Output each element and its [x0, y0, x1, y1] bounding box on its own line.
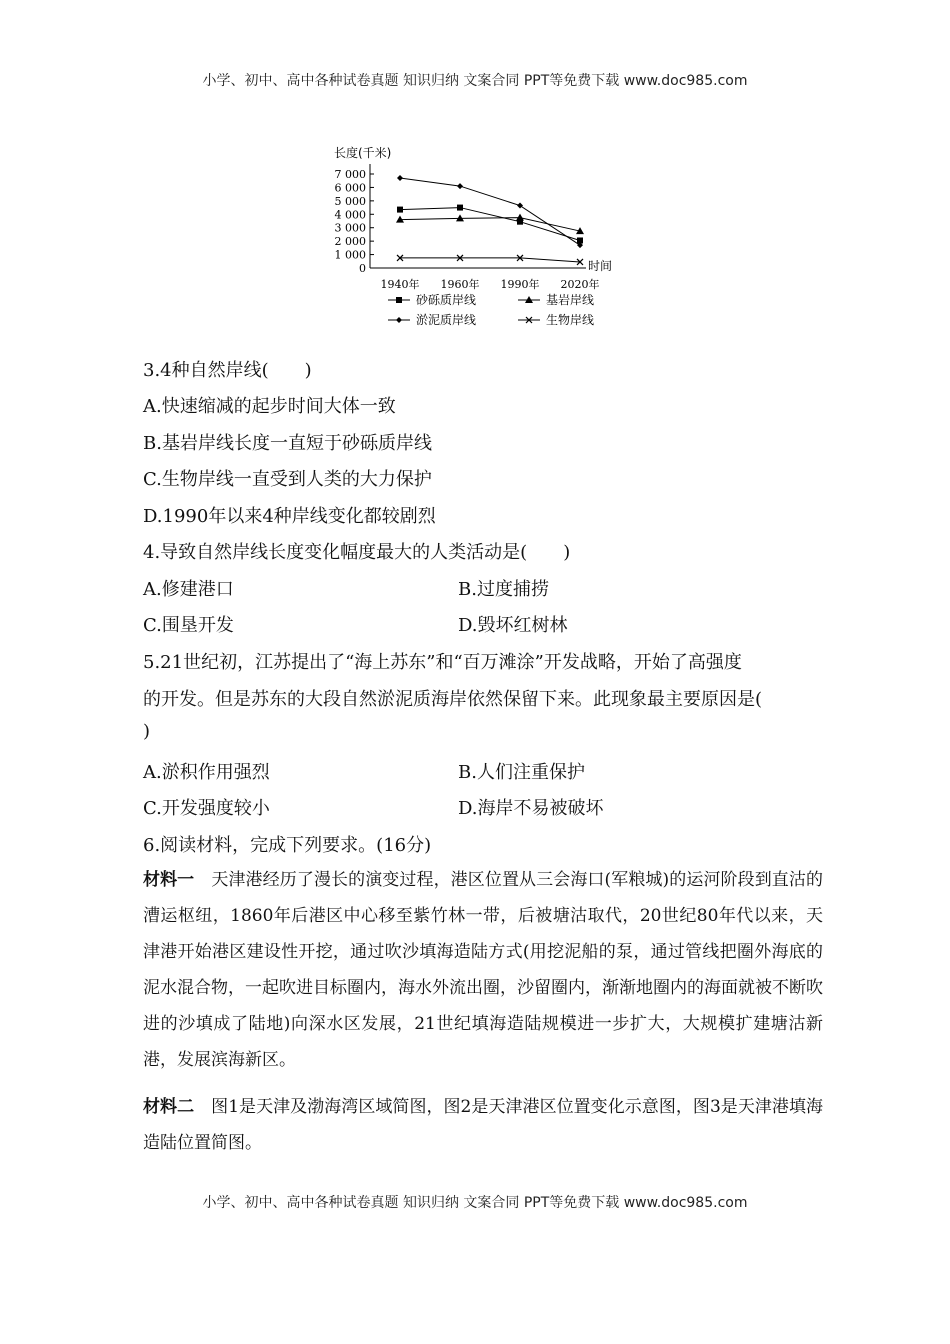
y-axis-ticks — [335, 168, 375, 275]
x-axis-label: 时间 — [588, 259, 613, 273]
material-two-text: 图1是天津及渤海湾区域简图，图2是天津港区位置变化示意图，图3是天津港填海造陆位置简图。 — [143, 1097, 824, 1153]
y-tick-label: 0 — [359, 262, 366, 275]
q5-option-a: A.淤积作用强烈 — [143, 762, 270, 783]
q5-option-b: B.人们注重保护 — [458, 762, 585, 783]
y-tick-label: 1 000 — [334, 248, 366, 262]
q5-option-d: D.海岸不易被破坏 — [458, 798, 604, 819]
x-tick-label: 1960年 — [440, 278, 480, 291]
legend-item-3 — [388, 312, 476, 327]
x-axis-ticks — [381, 277, 600, 291]
series-2 — [396, 214, 584, 234]
legend-item-4 — [518, 312, 594, 327]
material-one-text: 天津港经历了漫长的演变过程，港区位置从三会海口(军粮城)的运河阶段到直沽的漕运枢纽，1860年后港区中心移至紫竹林一带，后被塘沽取代，20世纪80年代以来，天津港开始港区建设性开挖，通过吹沙填海造陆方式(用挖泥船的泵，通过管线把圈外海底的泥水混合物，一起吹进目标圈内，海水外流出圈，沙留圈内，渐渐地圈内的海面就被不断吹进的沙填成了陆地)向深水区发展，21世纪填海造陆规模进一步扩大，大规模扩建塘沽新港，发展滨海新区。 — [143, 870, 823, 1070]
q3-option-a: A.快速缩减的起步时间大体一致 — [143, 396, 396, 417]
q4-option-d: D.毁坏红树林 — [458, 615, 568, 636]
legend-label: 基岩岸线 — [546, 293, 595, 307]
x-tick-label: 1940年 — [380, 278, 420, 291]
data-point-diamond — [397, 175, 403, 181]
chart-series — [396, 175, 584, 265]
coastline-line-chart — [320, 138, 620, 338]
q4-option-b: B.过度捕捞 — [458, 579, 549, 600]
q5-option-c: C.开发强度较小 — [143, 798, 270, 819]
y-tick-label: 7 000 — [334, 168, 366, 181]
q4-stem: 4.导致自然岸线长度变化幅度最大的人类活动是( ) — [143, 542, 571, 563]
q3-stem: 3.4种自然岸线( ) — [143, 360, 312, 381]
series-4 — [397, 255, 583, 265]
legend-item-1 — [388, 292, 476, 307]
series-line — [400, 258, 580, 262]
y-tick-label: 5 000 — [334, 194, 366, 208]
data-point-triangle — [516, 214, 524, 221]
legend-label: 砂砾质岸线 — [416, 293, 477, 307]
q5-stem-line2: 的开发。但是苏东的大段自然淤泥质海岸依然保留下来。此现象最主要原因是( — [143, 689, 763, 710]
y-tick-label: 2 000 — [334, 235, 366, 249]
footer-banner: 小学、初中、高中各种试卷真题 知识归纳 文案合同 PPT等免费下载 www.doc985.com — [202, 1195, 748, 1211]
y-tick-label: 3 000 — [334, 221, 366, 235]
legend-item-2 — [518, 292, 594, 307]
q4-option-a: A.修建港口 — [143, 579, 234, 600]
data-point-square — [396, 297, 402, 303]
material-one — [143, 862, 823, 1078]
data-point-diamond — [517, 203, 523, 209]
q5-stem-line1: 5.21世纪初，江苏提出了“海上苏东”和“百万滩涂”开发战略，开始了高强度 — [143, 652, 742, 673]
series-line — [400, 178, 580, 245]
data-point-diamond — [396, 317, 402, 323]
q3-option-c: C.生物岸线一直受到人类的大力保护 — [143, 469, 432, 490]
series-line — [400, 208, 580, 241]
q3-option-b: B.基岩岸线长度一直短于砂砾质岸线 — [143, 433, 432, 454]
q3-option-d: D.1990年以来4种岸线变化都较剧烈 — [143, 506, 436, 527]
series-1 — [397, 205, 583, 244]
q6-stem: 6.阅读材料，完成下列要求。(16分) — [143, 835, 432, 856]
x-tick-label: 2020年 — [560, 278, 600, 291]
series-line — [400, 218, 580, 231]
series-3 — [397, 175, 583, 248]
q5-stem-line3: ) — [143, 721, 151, 742]
header-banner: 小学、初中、高中各种试卷真题 知识归纳 文案合同 PPT等免费下载 www.doc985.com — [202, 73, 748, 89]
material-two-label: 材料二 — [143, 1097, 195, 1117]
x-tick-label: 1990年 — [500, 278, 540, 291]
material-two — [143, 1089, 823, 1161]
data-point-square — [457, 205, 463, 211]
q4-option-c: C.围垦开发 — [143, 615, 234, 636]
chart-legend — [388, 292, 594, 327]
y-tick-label: 4 000 — [334, 208, 366, 222]
data-point-square — [397, 207, 403, 213]
legend-label: 淤泥质岸线 — [416, 313, 477, 327]
chart-axes — [334, 145, 612, 273]
data-point-diamond — [457, 183, 463, 189]
y-axis-label: 长度(千米) — [334, 146, 392, 160]
material-one-label: 材料一 — [143, 870, 195, 890]
legend-label: 生物岸线 — [546, 313, 595, 327]
y-tick-label: 6 000 — [334, 181, 366, 195]
